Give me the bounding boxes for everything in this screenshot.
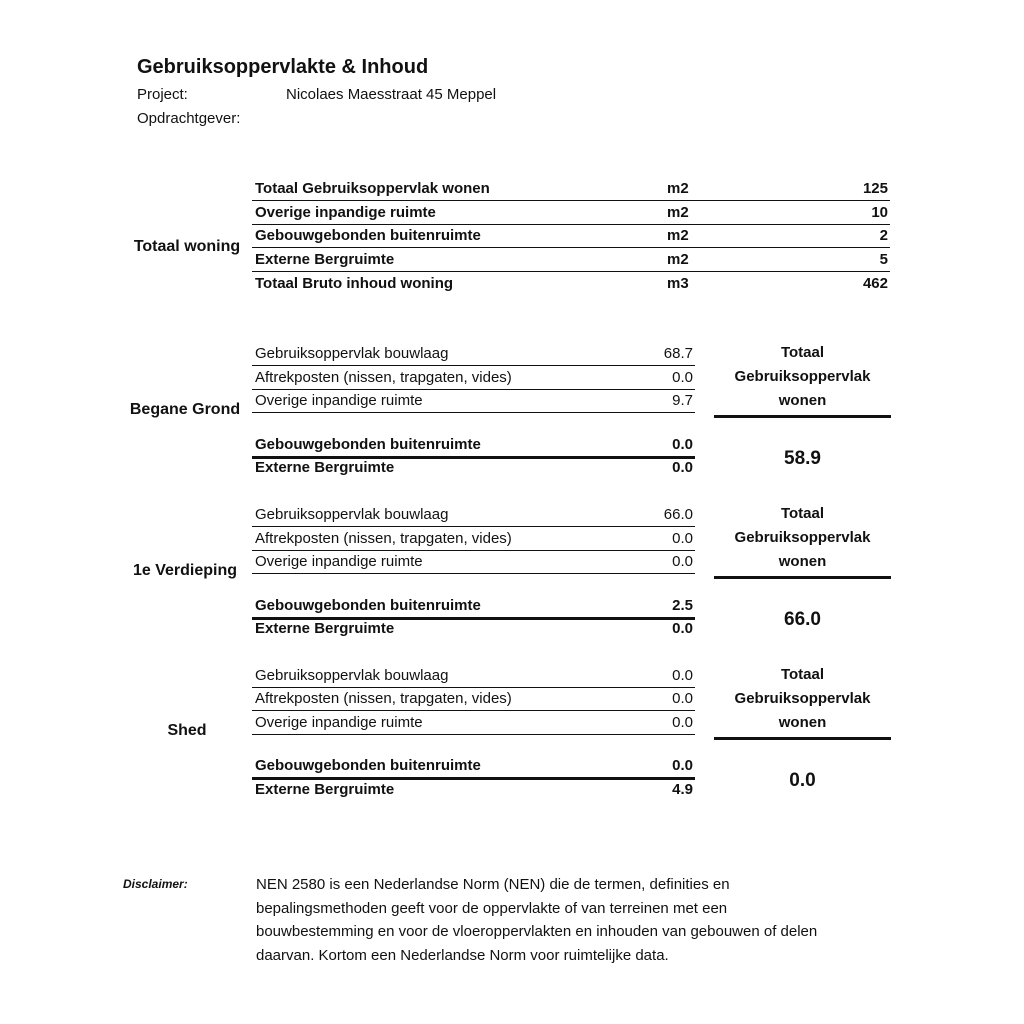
table-row <box>252 389 695 413</box>
total-value: 58.9 <box>784 448 821 469</box>
total-block-begane-grond <box>714 341 891 470</box>
disclaimer-line: NEN 2580 is een Nederlandse Norm (NEN) die de termen, definities en <box>256 876 730 893</box>
row-value: 462 <box>862 275 888 292</box>
row-label: Totaal Gebruiksoppervlak wonen <box>255 180 490 197</box>
section-label-totaal-woning: Totaal woning <box>133 238 241 255</box>
row-label: Aftrekposten (nissen, trapgaten, vides) <box>255 530 512 547</box>
total-heading-line: Totaal <box>780 666 825 683</box>
table-row <box>252 456 695 479</box>
total-heading-line: wonen <box>778 392 827 409</box>
row-value: 0.0 <box>672 459 693 476</box>
row-value: 0.0 <box>672 690 693 707</box>
table-row <box>252 366 695 390</box>
row-unit: m2 <box>667 227 689 244</box>
row-value: 0.0 <box>672 667 693 684</box>
row-value: 0.0 <box>672 436 693 453</box>
table-row <box>252 224 890 248</box>
table-row <box>252 177 890 201</box>
row-value: 0.0 <box>672 530 693 547</box>
total-value: 0.0 <box>789 770 816 791</box>
project-value: Nicolaes Maesstraat 45 Meppel <box>286 86 497 103</box>
row-label: Gebouwgebonden buitenruimte <box>255 757 481 774</box>
row-label: Externe Bergruimte <box>255 620 395 637</box>
row-label: Gebruiksoppervlak bouwlaag <box>255 345 449 362</box>
section-label-begane-grond: Begane Grond <box>129 401 241 418</box>
table-row <box>252 778 695 801</box>
row-label: Overige inpandige ruimte <box>255 714 423 731</box>
total-heading <box>714 341 891 418</box>
total-heading-line: Totaal <box>780 344 825 361</box>
total-heading <box>714 502 891 579</box>
table-row <box>252 664 695 688</box>
table-row <box>252 248 890 272</box>
total-heading-line: wonen <box>778 714 827 731</box>
row-label: Gebouwgebonden buitenruimte <box>255 436 481 453</box>
total-heading-line: Gebruiksoppervlak <box>734 690 871 707</box>
client-label: Opdrachtgever: <box>137 110 241 127</box>
row-value: 125 <box>862 180 888 197</box>
table-row <box>252 711 695 735</box>
row-label: Externe Bergruimte <box>255 459 395 476</box>
disclaimer-label: Disclaimer: <box>123 877 188 891</box>
row-unit: m2 <box>667 180 689 197</box>
row-label: Externe Bergruimte <box>255 781 395 798</box>
total-block-shed <box>714 663 891 792</box>
row-label: Gebruiksoppervlak bouwlaag <box>255 506 449 523</box>
row-value: 0.0 <box>672 369 693 386</box>
section-label-1e-verdieping: 1e Verdieping <box>132 562 238 579</box>
row-value: 0.0 <box>672 757 693 774</box>
document-title: Gebruiksoppervlakte & Inhoud <box>137 56 429 78</box>
table-row <box>252 527 695 551</box>
row-value: 68.7 <box>663 345 693 362</box>
row-value: 0.0 <box>672 714 693 731</box>
row-label: Overige inpandige ruimte <box>255 204 436 221</box>
row-label: Overige inpandige ruimte <box>255 392 423 409</box>
disclaimer-line: daarvan. Kortom een Nederlandse Norm voor ruimtelijke data. <box>256 946 669 964</box>
row-label: Gebouwgebonden buitenruimte <box>255 597 481 614</box>
row-label: Overige inpandige ruimte <box>255 553 423 570</box>
section-label-shed: Shed <box>167 722 207 739</box>
total-value: 66.0 <box>784 609 821 630</box>
project-label: Project: <box>137 86 188 103</box>
total-block-1e-verdieping <box>714 502 891 631</box>
row-value: 4.9 <box>672 781 693 798</box>
row-value: 10 <box>871 204 888 221</box>
table-row <box>252 272 890 295</box>
row-unit: m2 <box>667 251 689 268</box>
table-row <box>252 550 695 574</box>
table-row <box>252 342 695 366</box>
row-label: Gebruiksoppervlak bouwlaag <box>255 667 449 684</box>
row-value: 2.5 <box>672 597 693 614</box>
row-value: 9.7 <box>672 392 693 409</box>
table-row <box>252 754 695 780</box>
total-heading-line: Gebruiksoppervlak <box>734 368 871 385</box>
row-value: 0.0 <box>672 553 693 570</box>
row-unit: m3 <box>667 275 689 292</box>
table-row <box>252 617 695 640</box>
total-heading-line: Totaal <box>780 505 825 522</box>
table-row <box>252 687 695 711</box>
total-heading-line: Gebruiksoppervlak <box>734 529 871 546</box>
row-label: Gebouwgebonden buitenruimte <box>255 227 481 244</box>
row-value: 2 <box>879 227 888 244</box>
row-label: Aftrekposten (nissen, trapgaten, vides) <box>255 369 512 386</box>
table-row <box>252 201 890 225</box>
row-label: Aftrekposten (nissen, trapgaten, vides) <box>255 690 512 707</box>
row-value: 5 <box>879 251 888 268</box>
total-heading <box>714 663 891 740</box>
disclaimer-text <box>256 873 896 967</box>
disclaimer-line: bepalingsmethoden geeft voor de oppervlakte of van terreinen met een <box>256 899 728 917</box>
row-label: Totaal Bruto inhoud woning <box>255 275 454 292</box>
row-value: 0.0 <box>672 620 693 637</box>
row-unit: m2 <box>667 204 689 221</box>
table-row <box>252 503 695 527</box>
row-value: 66.0 <box>663 506 693 523</box>
total-heading-line: wonen <box>778 553 827 570</box>
disclaimer-line: bouwbestemming en voor de vloeroppervlakten en inhouden van gebouwen of delen <box>256 923 818 940</box>
row-label: Externe Bergruimte <box>255 251 395 268</box>
